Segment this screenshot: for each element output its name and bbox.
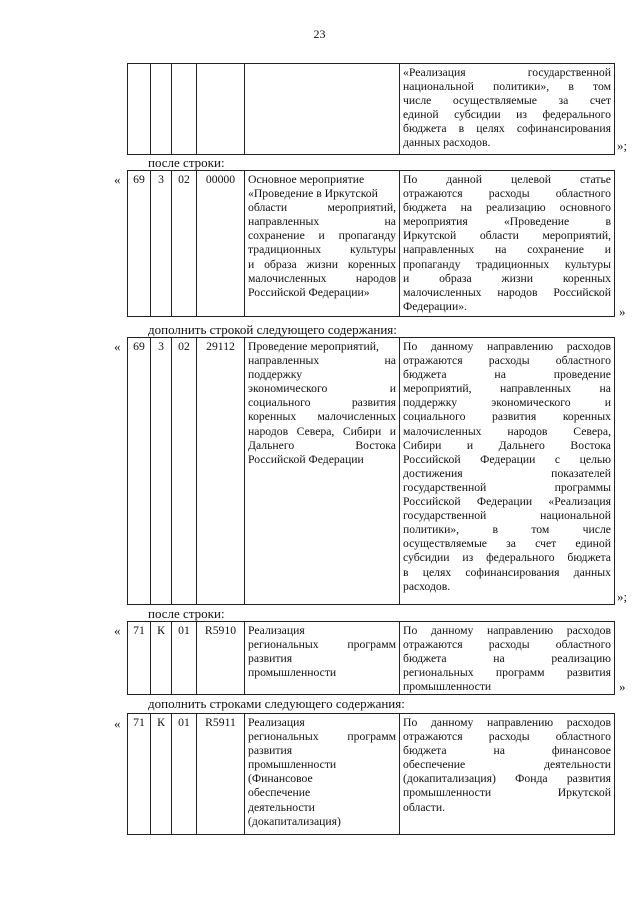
text-line: области мероприятий, <box>248 201 396 215</box>
code-cell <box>172 64 197 155</box>
text-line: Основное мероприятие <box>248 173 365 186</box>
text-line: национальной политики», в том <box>403 80 611 94</box>
text-line: отражаются расходы областного <box>403 638 611 652</box>
name-cell <box>245 64 400 155</box>
text-line: Проведение мероприятий, <box>248 340 379 353</box>
text-line: числе осуществляемые за счет <box>403 94 611 108</box>
text-line: промышленности <box>403 680 492 694</box>
budget-table-row-71K01R5910 <box>127 621 615 695</box>
description-cell <box>400 171 615 317</box>
text-line: государственной программы <box>403 480 611 494</box>
instruction-text: дополнить строкой следующего содержания: <box>148 322 397 337</box>
description-cell <box>400 622 615 695</box>
text-line: в целях софинансирования данных <box>403 565 611 579</box>
code-cell <box>128 64 151 155</box>
text-line: региональных программ развития <box>403 666 611 680</box>
text-line: бюджета на проведение <box>403 368 611 382</box>
closing-quote: » <box>619 304 626 319</box>
text-line: Российской Федерации <box>248 452 364 466</box>
description-cell <box>400 714 615 835</box>
text-line: малочисленных народов Российской <box>403 285 611 299</box>
opening-quote: « <box>114 716 121 731</box>
budget-table-row-6930229112 <box>127 337 615 605</box>
text-line: политики», в том числе <box>403 523 611 537</box>
text-line: мероприятия «Проведение в <box>403 215 611 229</box>
code-cell: 02 <box>172 338 197 605</box>
text-line: бюджета на реализацию основного <box>403 201 611 215</box>
text-line: и образа жизни коренных <box>248 257 396 271</box>
table-row <box>128 622 615 695</box>
text-line: направленных на <box>248 215 396 229</box>
code-cell: 3 <box>151 171 172 317</box>
text-line: промышленности <box>248 758 337 772</box>
text-line: Реализация <box>248 716 305 729</box>
text-line: По данному направлению расходов <box>403 340 611 353</box>
code-cell: 01 <box>172 622 197 695</box>
text-line: малочисленных народов <box>248 271 396 285</box>
text-line: обеспечение <box>248 786 311 800</box>
text-line: единой субсидии из федерального <box>403 108 611 122</box>
text-line: народов Севера, Сибири и <box>248 424 396 438</box>
name-cell <box>245 714 400 835</box>
code-cell: К <box>151 622 172 695</box>
text-line: и образа жизни коренных <box>403 271 611 285</box>
text-line: Федерации». <box>403 299 467 313</box>
text-line: осуществляемые за счет единой <box>403 537 611 551</box>
text-line: развития <box>248 744 293 758</box>
table-row <box>128 64 615 155</box>
text-line: социального развития <box>248 396 396 410</box>
text-line: бюджета на финансовое <box>403 744 611 758</box>
budget-table-row-71K01R5911 <box>127 713 615 835</box>
text-line: социального развития коренных <box>403 410 611 424</box>
instruction-text: после строки: <box>148 606 225 621</box>
text-line: отражаются расходы областного <box>403 354 611 368</box>
instruction-text: после строки: <box>148 155 225 170</box>
text-line: Сибири и Дальнего Востока <box>403 438 611 452</box>
text-line: бюджета в целях софинансирования <box>403 122 611 136</box>
text-line: «Проведение в Иркутской <box>248 187 378 201</box>
code-cell <box>197 64 245 155</box>
text-line: отражаются расходы областного <box>403 730 611 744</box>
text-line: малочисленных народов Севера, <box>403 424 611 438</box>
text-line: деятельности <box>248 800 315 814</box>
opening-quote: « <box>114 623 121 638</box>
text-line: области. <box>403 800 445 814</box>
text-line: достижения показателей <box>403 466 611 480</box>
code-cell: 71 <box>128 714 151 835</box>
text-line: бюджета на реализацию <box>403 652 611 666</box>
text-line: По данному направлению расходов <box>403 624 611 637</box>
text-line: региональных программ <box>248 638 396 652</box>
code-cell: 3 <box>151 338 172 605</box>
text-line: поддержку <box>248 368 303 382</box>
text-line: развития <box>248 652 293 666</box>
text-line: отражаются расходы областного <box>403 187 611 201</box>
text-line: «Реализация государственной <box>403 66 611 79</box>
table-row <box>128 171 615 317</box>
page-number: 23 <box>313 27 326 41</box>
text-line: Реализация <box>248 624 305 637</box>
text-line: промышленности <box>248 666 337 680</box>
closing-quote: » <box>619 679 626 694</box>
code-cell: 29112 <box>197 338 245 605</box>
text-line: (докапитализация) <box>248 814 341 828</box>
text-line: мероприятий, направленных на <box>403 382 611 396</box>
code-cell <box>151 64 172 155</box>
closing-quote: »; <box>617 138 628 153</box>
text-line: субсидии из федерального бюджета <box>403 551 611 565</box>
code-cell: 01 <box>172 714 197 835</box>
budget-table-row-6930200000 <box>127 170 615 317</box>
text-line: расходов. <box>403 579 451 593</box>
text-line: промышленности Иркутской <box>403 786 611 800</box>
text-line: поддержку экономического и <box>403 396 611 410</box>
text-line: региональных программ <box>248 730 396 744</box>
text-line: По данной целевой статье <box>403 173 611 186</box>
closing-quote: »; <box>617 589 628 604</box>
budget-table-continuation <box>127 63 615 155</box>
text-line: пропаганду традиционных культуры <box>403 257 611 271</box>
text-line: данных расходов. <box>403 136 491 150</box>
code-cell: 69 <box>128 171 151 317</box>
opening-quote: « <box>114 172 121 187</box>
name-cell <box>245 338 400 605</box>
text-line: экономического и <box>248 382 396 396</box>
text-line: (Финансовое <box>248 772 313 786</box>
text-line: (докапитализация) Фонда развития <box>403 772 611 786</box>
text-line: По данному направлению расходов <box>403 716 611 729</box>
table-row <box>128 714 615 835</box>
text-line: Российской Федерации «Реализация <box>403 495 611 509</box>
text-line: направленных на сохранение и <box>403 243 611 257</box>
code-cell: 69 <box>128 338 151 605</box>
text-line: государственной национальной <box>403 509 611 523</box>
code-cell: 02 <box>172 171 197 317</box>
text-line: Российской Федерации с целью <box>403 452 611 466</box>
name-cell <box>245 622 400 695</box>
instruction-text: дополнить строками следующего содержания: <box>148 696 405 711</box>
text-line: коренных малочисленных <box>248 410 396 424</box>
text-line: традиционных культуры <box>248 243 396 257</box>
text-line: сохранение и пропаганду <box>248 229 396 243</box>
description-cell <box>400 64 615 155</box>
code-cell: R5910 <box>197 622 245 695</box>
code-cell: 00000 <box>197 171 245 317</box>
code-cell: К <box>151 714 172 835</box>
text-line: обеспечение деятельности <box>403 758 611 772</box>
description-cell <box>400 338 615 605</box>
text-line: Российской Федерации» <box>248 285 370 299</box>
text-line: Дальнего Востока <box>248 438 396 452</box>
code-cell: 71 <box>128 622 151 695</box>
text-line: направленных на <box>248 354 396 368</box>
text-line: Иркутской области мероприятий, <box>403 229 611 243</box>
name-cell <box>245 171 400 317</box>
table-row <box>128 338 615 605</box>
code-cell: R5911 <box>197 714 245 835</box>
opening-quote: « <box>114 339 121 354</box>
